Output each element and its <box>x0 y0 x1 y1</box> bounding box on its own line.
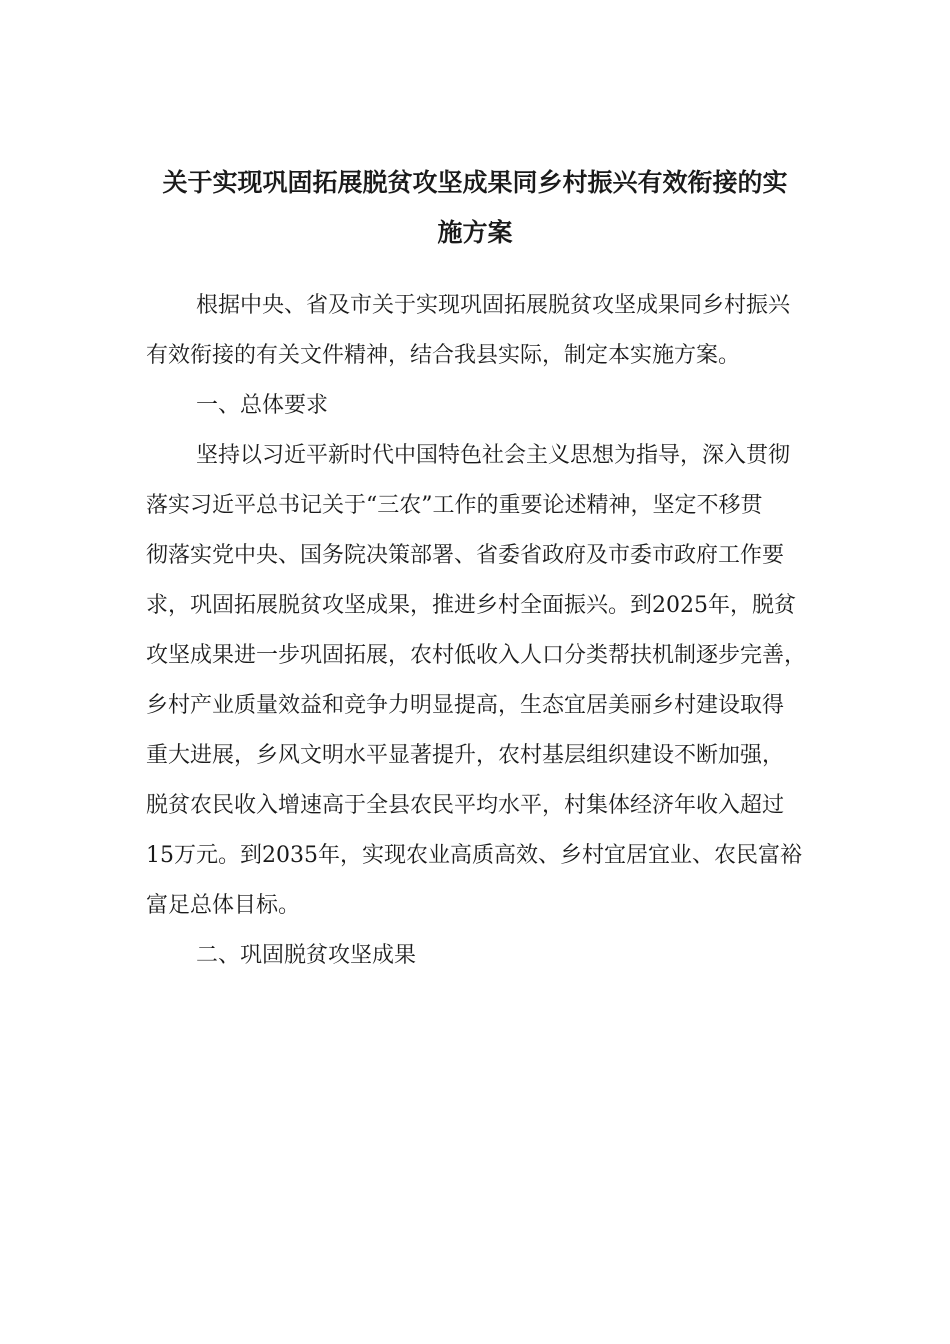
intro-line-1: 根据中央、省及市关于实现巩固拓展脱贫攻坚成果同乡村振兴 <box>196 293 791 318</box>
section-1-line-5: 攻坚成果进一步巩固拓展，农村低收入人口分类帮扶机制逐步完善， <box>146 643 807 668</box>
section-1-line-7: 重大进展，乡风文明水平显著提升，农村基层组织建设不断加强， <box>146 743 785 768</box>
section-1-line-10: 富足总体目标。 <box>146 893 301 918</box>
section-2-heading: 二、巩固脱贫攻坚成果 <box>196 943 417 968</box>
document-title-line-2: 施方案 <box>437 218 513 247</box>
document-title-line-1: 关于实现巩固拓展脱贫攻坚成果同乡村振兴有效衔接的实 <box>162 168 788 197</box>
section-1-line-4: 求，巩固拓展脱贫攻坚成果，推进乡村全面振兴。到2025年，脱贫 <box>146 593 796 618</box>
section-1-line-8: 脱贫农民收入增速高于全县农民平均水平，村集体经济年收入超过 <box>146 793 785 818</box>
section-1-line-3: 彻落实党中央、国务院决策部署、省委省政府及市委市政府工作要 <box>146 543 785 568</box>
section-1-line-1: 坚持以习近平新时代中国特色社会主义思想为指导，深入贯彻 <box>196 443 791 468</box>
section-1-line-9: 15万元。到2035年，实现农业高质高效、乡村宜居宜业、农民富裕 <box>146 843 802 868</box>
intro-line-2: 有效衔接的有关文件精神，结合我县实际，制定本实施方案。 <box>146 343 741 368</box>
section-1-line-2: 落实习近平总书记关于“三农”工作的重要论述精神，坚定不移贯 <box>146 493 763 518</box>
section-1-line-6: 乡村产业质量效益和竞争力明显提高，生态宜居美丽乡村建设取得 <box>146 693 785 718</box>
section-1-heading: 一、总体要求 <box>196 393 329 418</box>
